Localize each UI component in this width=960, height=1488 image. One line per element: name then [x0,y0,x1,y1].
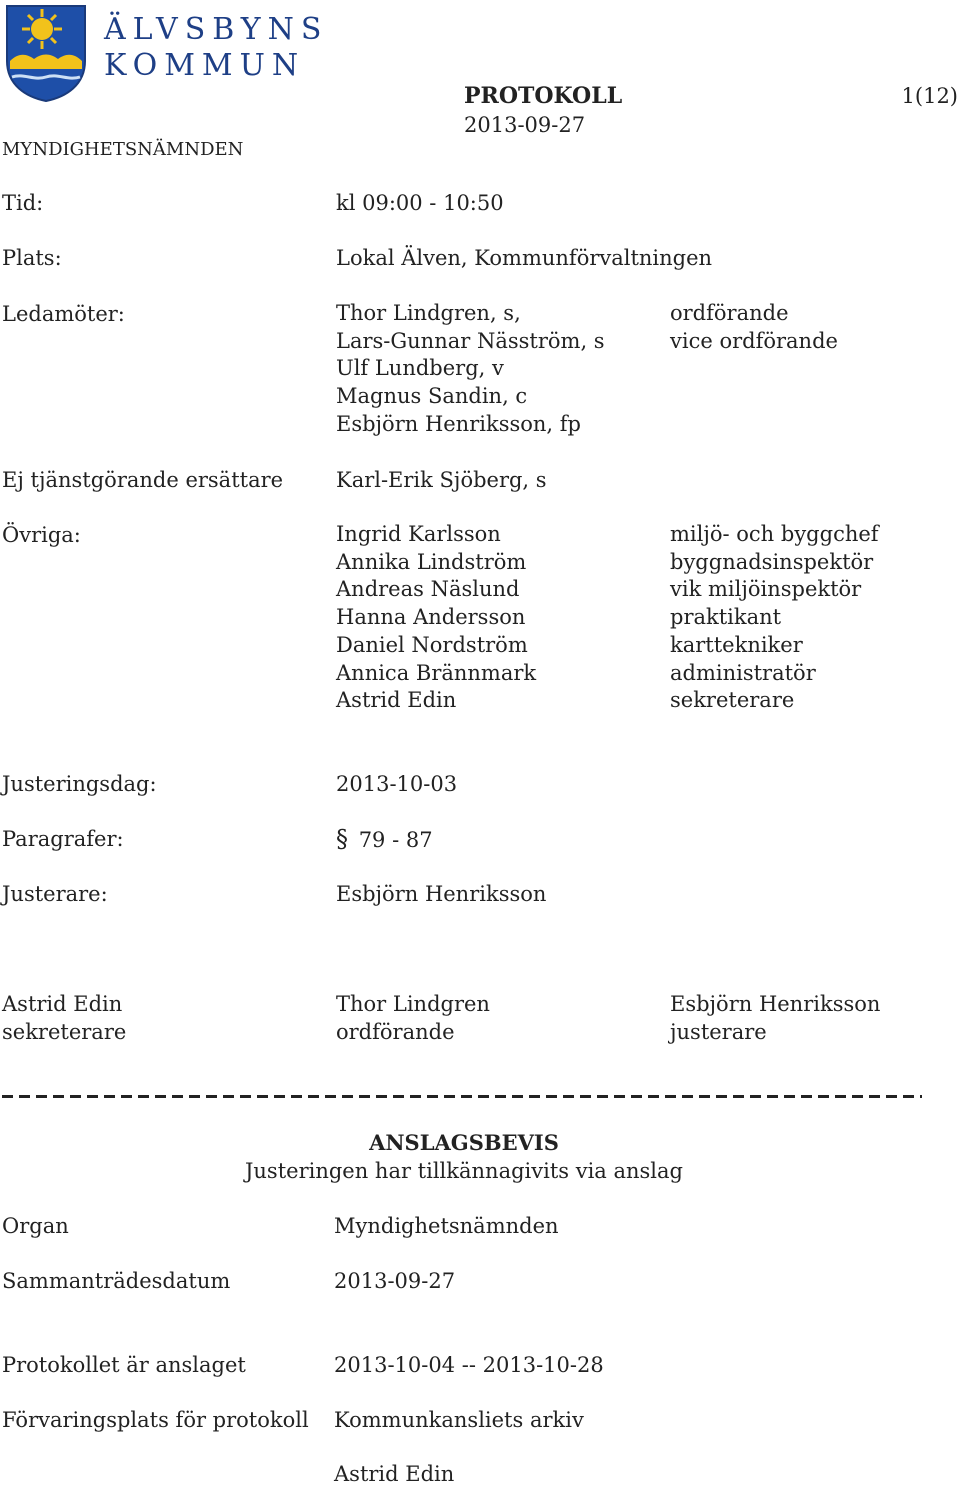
signature-role: sekreterare [2,1019,127,1044]
member-role: vice ordförande [670,328,838,353]
members-names [336,300,605,439]
adjust-day-label: Justeringsdag: [2,772,157,796]
meeting-date-value: 2013-09-27 [334,1269,456,1293]
signature-adjuster [670,991,880,1046]
organ-value: Myndighetsnämnden [334,1214,559,1238]
member-name: Lars-Gunnar Näsström, s [336,328,605,353]
place-value: Lokal Älven, Kommunförvaltningen [336,246,713,270]
substitute-name: Karl-Erik Sjöberg, s [336,468,547,492]
signature-chair [336,991,490,1046]
municipality-coat-of-arms [4,3,88,103]
other-name: Ingrid Karlsson [336,522,501,546]
other-role: administratör [670,660,816,685]
substitutes-label: Ej tjänstgörande ersättare [2,468,284,492]
posted-label: Protokollet är anslaget [2,1353,246,1377]
signature-name: Astrid Edin [2,992,123,1016]
certificate-title: ANSLAGSBEVIS [369,1130,559,1155]
signature-name: Esbjörn Henriksson [670,992,881,1016]
member-role: ordförande [670,301,789,325]
other-name: Astrid Edin [336,688,457,713]
member-name: Esbjörn Henriksson, fp [336,411,581,436]
storage-value: Kommunkansliets arkiv [334,1408,584,1432]
other-name: Daniel Nordström [336,632,528,657]
posted-value: 2013-10-04 -- 2013-10-28 [334,1353,604,1377]
member-name: Ulf Lundberg, v [336,356,504,381]
other-role: sekreterare [670,688,795,713]
paragraph-range: 79 - 87 [358,828,433,852]
organ-label: Organ [2,1214,69,1238]
section-symbol: § [336,825,348,853]
storage-label: Förvaringsplats för protokoll [2,1408,309,1432]
other-name: Hanna Andersson [336,605,526,630]
member-name: Thor Lindgren, s, [336,301,521,325]
logo-text-line1: ÄLVSBYNS [104,12,329,47]
other-role: miljö- och byggchef [670,522,879,546]
document-type: PROTOKOLL [464,83,623,109]
members-roles [670,300,838,355]
adjust-day-value: 2013-10-03 [336,772,458,796]
signature-role: ordförande [336,1019,455,1044]
others-names [336,521,536,715]
paragraphs-label: Paragrafer: [2,827,124,851]
other-name: Annika Lindström [336,549,527,574]
dashed-divider [2,1095,922,1098]
adjusters-label: Justerare: [2,882,108,906]
logo-text-line2: KOMMUN [104,48,306,83]
other-role: karttekniker [670,632,803,657]
signature-secretary [2,991,126,1046]
meeting-date-label: Sammanträdesdatum [2,1269,231,1293]
other-role: praktikant [670,605,782,630]
signature-role: justerare [670,1019,767,1044]
document-date: 2013-09-27 [464,113,586,137]
signature-name: Thor Lindgren [336,992,490,1016]
other-name: Andreas Näslund [336,577,520,602]
board-name: MYNDIGHETSNÄMNDEN [2,139,244,160]
time-value: kl 09:00 - 10:50 [336,191,504,215]
members-label: Ledamöter: [2,302,125,326]
other-role: byggnadsinspektör [670,549,874,574]
adjusters-value: Esbjörn Henriksson [336,882,547,906]
others-label: Övriga: [2,523,81,547]
other-name: Annica Brännmark [336,660,537,685]
other-role: vik miljöinspektör [670,577,862,602]
member-name: Magnus Sandin, c [336,384,528,409]
page-number: 1(12) [901,84,958,108]
certificate-subtitle: Justeringen har tillkännagivits via anslag [244,1159,683,1183]
place-label: Plats: [2,246,62,270]
certificate-signer: Astrid Edin [334,1462,455,1486]
time-label: Tid: [2,191,44,215]
others-roles [670,521,879,715]
paragraphs-value [336,825,433,854]
